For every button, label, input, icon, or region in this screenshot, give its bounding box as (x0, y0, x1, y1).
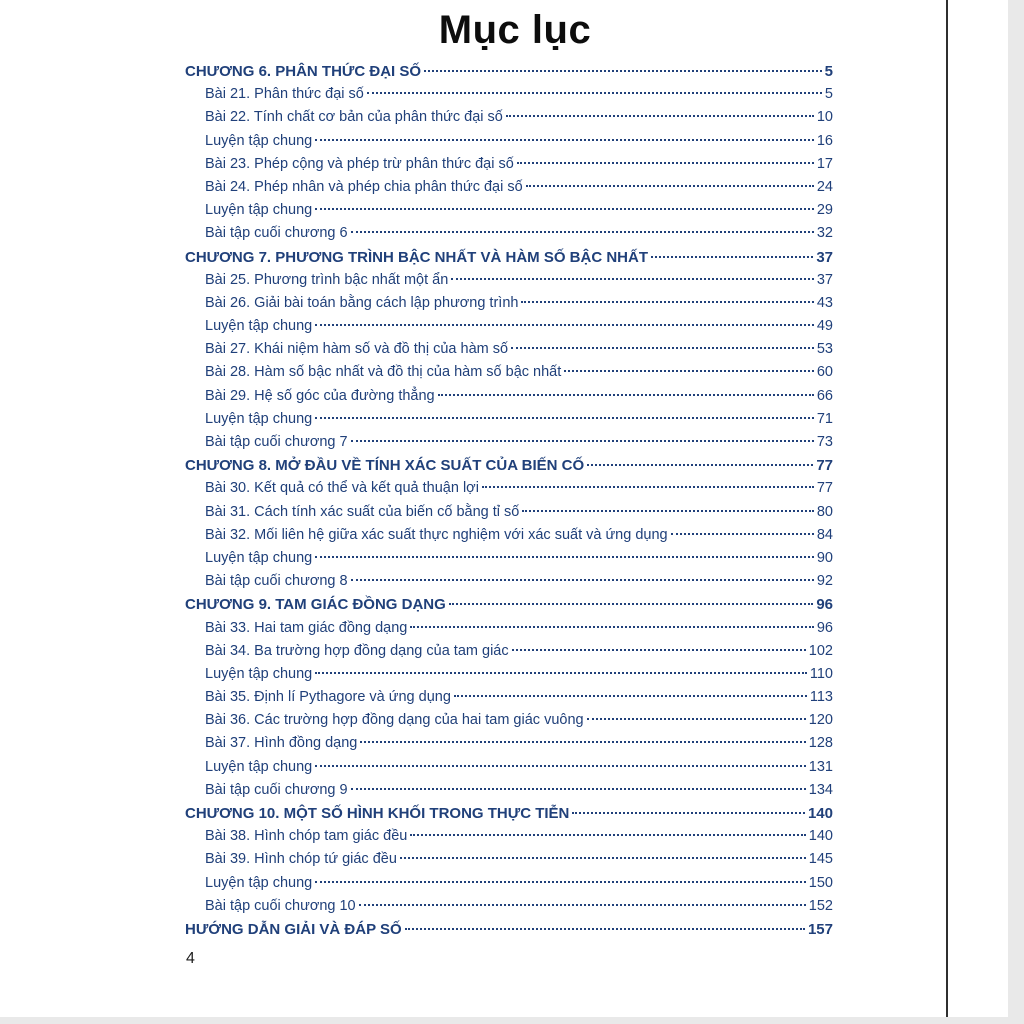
toc-entry (185, 593, 833, 616)
toc-entry-label: Bài 35. Định lí Pythagore và ứng dụng (205, 689, 451, 706)
toc-dot-leader (564, 370, 814, 372)
toc-dot-leader (482, 486, 814, 488)
toc-dot-leader (315, 208, 814, 210)
toc-entry-page: 150 (808, 874, 833, 891)
toc-entry-label: Luyện tập chung (205, 202, 313, 219)
toc-dot-leader (587, 464, 813, 466)
toc-entry-page: 145 (808, 851, 833, 868)
toc-dot-leader (438, 394, 814, 396)
toc-entry-label: Bài 30. Kết quả có thể và kết quả thuận lợi (205, 480, 479, 497)
toc-entry (185, 454, 833, 477)
toc-entry (185, 756, 833, 779)
toc-dot-leader (517, 162, 814, 164)
table-of-contents (185, 60, 833, 941)
toc-dot-leader (405, 928, 805, 930)
toc-entry-label: CHƯƠNG 7. PHƯƠNG TRÌNH BẬC NHẤT VÀ HÀM SỐ BẬC NHẤT (185, 248, 648, 266)
toc-dot-leader (359, 904, 806, 906)
toc-entry (185, 477, 833, 500)
toc-dot-leader (315, 417, 814, 419)
toc-dot-leader (454, 695, 807, 697)
toc-dot-leader (315, 556, 814, 558)
toc-entry-label: Bài 25. Phương trình bậc nhất một ẩn (205, 271, 449, 288)
scan-edge-band-right (1008, 0, 1024, 1024)
toc-entry-label: Bài 26. Giải bài toán bằng cách lập phương trình (205, 294, 519, 311)
toc-dot-leader (572, 812, 805, 814)
toc-entry (185, 872, 833, 895)
toc-entry-page: 29 (816, 202, 833, 219)
toc-dot-leader (315, 672, 807, 674)
toc-entry (185, 408, 833, 431)
toc-entry-label: CHƯƠNG 6. PHÂN THỨC ĐẠI SỐ (185, 63, 422, 80)
toc-entry (185, 779, 833, 802)
toc-entry-label: Luyện tập chung (205, 874, 313, 891)
toc-entry-page: 128 (808, 735, 833, 752)
toc-entry-label: Bài 32. Mối liên hệ giữa xác suất thực nghiệm với xác suất và ứng dụng (205, 526, 668, 543)
toc-entry-label: Bài 39. Hình chóp tứ giác đều (205, 851, 397, 868)
toc-entry-page: 96 (816, 596, 833, 614)
toc-dot-leader (400, 857, 806, 859)
toc-entry (185, 895, 833, 918)
toc-dot-leader (315, 139, 814, 141)
toc-entry (185, 199, 833, 222)
toc-entry-page: 92 (816, 573, 833, 590)
toc-entry-label: Luyện tập chung (205, 665, 313, 682)
toc-entry-page: 66 (816, 387, 833, 404)
toc-entry-label: Bài 22. Tính chất cơ bản của phân thức đại số (205, 109, 503, 126)
toc-entry (185, 663, 833, 686)
toc-dot-leader (521, 301, 813, 303)
toc-dot-leader (315, 881, 806, 883)
toc-entry-page: 110 (809, 665, 833, 682)
toc-entry-label: Bài 27. Khái niệm hàm số và đồ thị của hàm số (205, 341, 509, 358)
toc-entry (185, 106, 833, 129)
toc-dot-leader (315, 324, 814, 326)
toc-entry-label: Bài 36. Các trường hợp đồng dạng của hai tam giác vuông (205, 712, 584, 729)
toc-entry-page: 140 (807, 805, 833, 822)
toc-dot-leader (351, 788, 806, 790)
toc-entry (185, 222, 833, 245)
toc-entry-label: Bài tập cuối chương 7 (205, 434, 348, 450)
toc-dot-leader (449, 603, 814, 605)
toc-dot-leader (511, 347, 814, 349)
toc-dot-leader (360, 741, 805, 743)
toc-entry-page: 157 (807, 920, 833, 938)
toc-entry (185, 153, 833, 176)
toc-dot-leader (351, 231, 814, 233)
toc-entry-label: Bài 28. Hàm số bậc nhất và đồ thị của hàm số bậc nhất (205, 364, 562, 381)
toc-entry-label: Luyện tập chung (205, 132, 313, 149)
toc-entry (185, 292, 833, 315)
toc-entry (185, 83, 833, 106)
toc-dot-leader (410, 626, 814, 628)
toc-entry-page: 5 (824, 63, 833, 80)
toc-entry-page: 10 (816, 109, 833, 126)
toc-entry-page: 17 (816, 155, 833, 172)
toc-entry-label: Bài 31. Cách tính xác suất của biến cố bằng tỉ số (205, 503, 520, 520)
toc-entry (185, 732, 833, 755)
toc-entry-page: 24 (816, 178, 833, 195)
toc-entry-label: Bài 34. Ba trường hợp đồng dạng của tam giác (205, 642, 509, 659)
toc-entry-label: Bài 21. Phân thức đại số (205, 86, 364, 103)
toc-entry-page: 90 (816, 549, 833, 566)
toc-entry-page: 5 (824, 86, 833, 103)
toc-dot-leader (671, 533, 814, 535)
toc-dot-leader (351, 440, 814, 442)
toc-entry-label: Bài 23. Phép cộng và phép trừ phân thức đại số (205, 155, 514, 172)
toc-entry (185, 848, 833, 871)
toc-entry-page: 43 (816, 294, 833, 311)
toc-entry-page: 131 (808, 758, 833, 775)
toc-entry-label: Bài tập cuối chương 9 (205, 781, 348, 798)
toc-entry-label: CHƯƠNG 10. MỘT SỐ HÌNH KHỐI TRONG THỰC TIỄN (185, 805, 570, 822)
toc-entry-page: 140 (808, 828, 833, 845)
toc-entry (185, 269, 833, 292)
toc-entry-page: 134 (808, 781, 833, 798)
toc-entry (185, 501, 833, 524)
toc-dot-leader (424, 70, 822, 72)
toc-entry (185, 60, 833, 83)
toc-entry (185, 246, 833, 269)
toc-entry (185, 547, 833, 570)
scan-edge-band-bottom (0, 1017, 1024, 1024)
toc-entry-label: Luyện tập chung (205, 758, 313, 775)
toc-entry-page: 16 (816, 132, 833, 149)
toc-entry-label: Bài tập cuối chương 8 (205, 573, 348, 590)
toc-entry-label: Bài 29. Hệ số góc của đường thẳng (205, 387, 435, 404)
toc-entry-label: HƯỚNG DẪN GIẢI VÀ ĐÁP SỐ (185, 920, 402, 938)
toc-entry-page: 71 (816, 410, 833, 427)
toc-entry-page: 77 (816, 457, 833, 475)
toc-entry (185, 640, 833, 663)
toc-dot-leader (451, 278, 814, 280)
toc-entry (185, 130, 833, 153)
toc-dot-leader (506, 115, 814, 117)
toc-entry-page: 73 (816, 434, 833, 450)
toc-dot-leader (315, 765, 806, 767)
toc-entry-page: 84 (816, 526, 833, 543)
toc-entry-page: 120 (808, 712, 833, 729)
toc-dot-leader (587, 718, 806, 720)
toc-entry-page: 60 (816, 364, 833, 381)
toc-entry-page: 80 (816, 503, 833, 520)
toc-dot-leader (410, 834, 805, 836)
toc-entry-label: Bài 37. Hình đồng dạng (205, 735, 358, 752)
page-edge-rule (946, 0, 948, 1024)
toc-entry (185, 176, 833, 199)
toc-dot-leader (526, 185, 814, 187)
toc-entry-label: Bài tập cuối chương 6 (205, 225, 348, 242)
toc-dot-leader (367, 92, 822, 94)
toc-entry (185, 918, 833, 941)
toc-dot-leader (522, 510, 813, 512)
toc-entry-label: Luyện tập chung (205, 318, 313, 335)
toc-entry-page: 53 (816, 341, 833, 358)
toc-entry-page: 37 (816, 248, 833, 266)
toc-entry-label: CHƯƠNG 8. MỞ ĐẦU VỀ TÍNH XÁC SUẤT CỦA BIẾN CỐ (185, 457, 585, 475)
toc-entry-label: Bài tập cuối chương 10 (205, 897, 356, 914)
toc-entry-label: Bài 33. Hai tam giác đồng dạng (205, 619, 408, 636)
toc-entry-page: 113 (809, 689, 833, 706)
toc-entry-page: 152 (808, 897, 833, 914)
toc-entry (185, 315, 833, 338)
toc-entry-page: 49 (816, 318, 833, 335)
toc-entry-label: Bài 24. Phép nhân và phép chia phân thức đại số (205, 178, 523, 195)
toc-entry (185, 570, 833, 593)
toc-entry (185, 686, 833, 709)
toc-dot-leader (351, 579, 814, 581)
page-title: Mục lục (438, 8, 592, 52)
toc-entry-page: 37 (816, 271, 833, 288)
page-number: 4 (186, 950, 195, 967)
toc-entry (185, 338, 833, 361)
toc-entry (185, 361, 833, 384)
toc-entry (185, 825, 833, 848)
toc-dot-leader (651, 256, 813, 258)
toc-entry (185, 431, 833, 454)
toc-entry-label: Luyện tập chung (205, 549, 313, 566)
toc-entry-label: Luyện tập chung (205, 410, 313, 427)
toc-entry-page: 102 (808, 642, 833, 659)
toc-entry (185, 524, 833, 547)
toc-entry (185, 802, 833, 825)
toc-entry-page: 32 (816, 225, 833, 242)
toc-entry-page: 96 (816, 619, 833, 636)
toc-dot-leader (512, 649, 806, 651)
toc-entry (185, 709, 833, 732)
toc-entry (185, 617, 833, 640)
toc-entry-label: CHƯƠNG 9. TAM GIÁC ĐỒNG DẠNG (185, 596, 446, 614)
toc-entry-label: Bài 38. Hình chóp tam giác đều (205, 828, 408, 845)
toc-entry-page: 77 (816, 480, 833, 497)
toc-entry (185, 385, 833, 408)
